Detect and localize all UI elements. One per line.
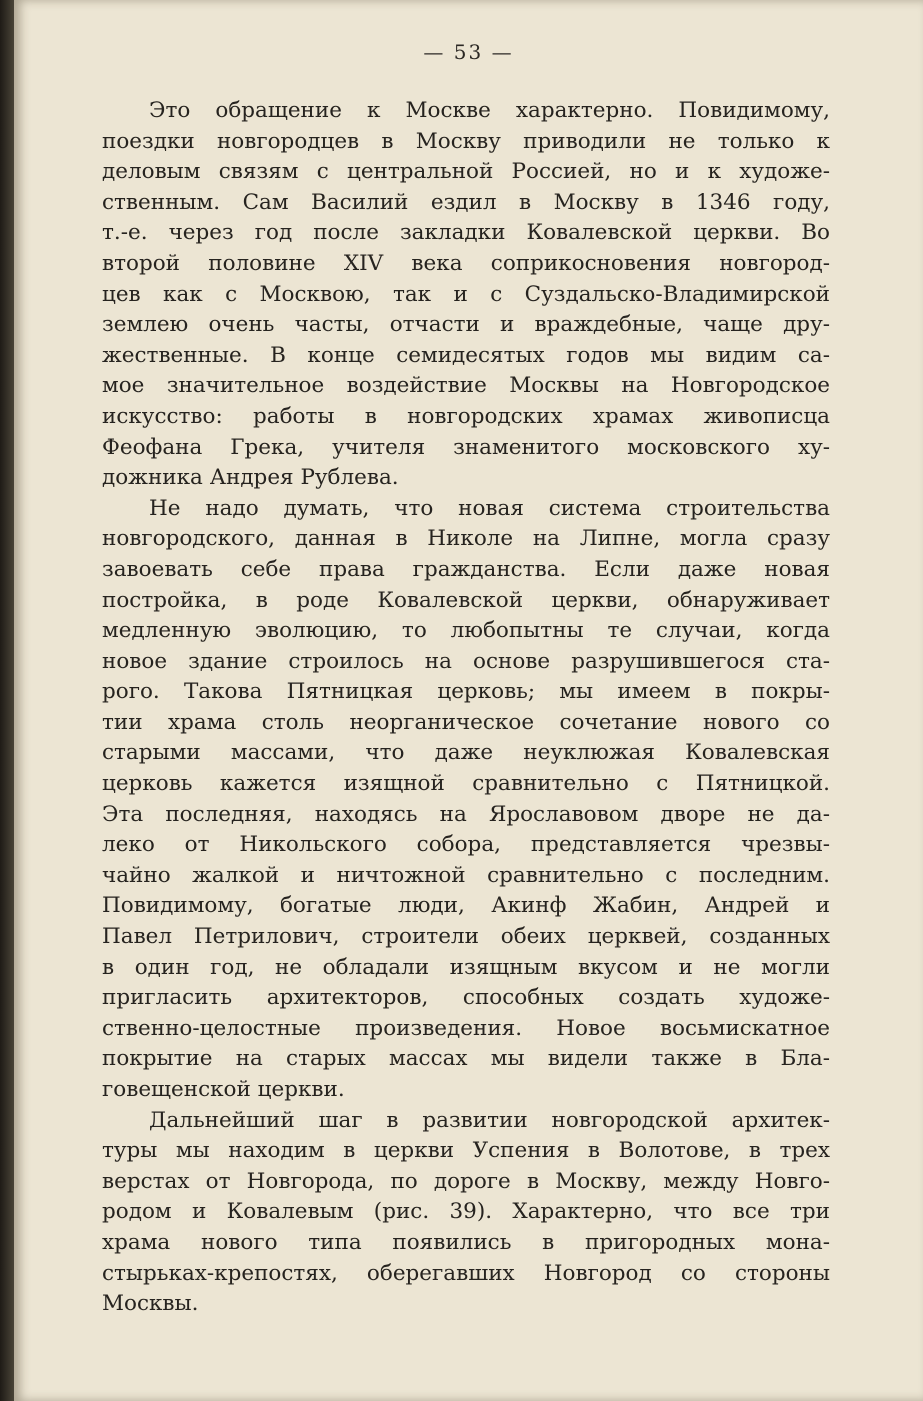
text-line: покрытие на старых массах мы видели также в Бла- bbox=[102, 1046, 830, 1072]
text-line: Повидимому, богатые люди, Акинф Жабин, Андрей и bbox=[102, 893, 830, 919]
text-line: Не надо думать, что новая система строительства bbox=[149, 495, 830, 521]
text-line: ственным. Сам Василий ездил в Москву в 1346 году, bbox=[102, 189, 830, 215]
text-line: второй половине XIV века соприкосновения новгород- bbox=[102, 250, 830, 276]
text-line: деловым связям с центральной Россией, но и к художе- bbox=[102, 159, 830, 185]
text-line: Это обращение к Москве характерно. Повидимому, bbox=[149, 98, 830, 123]
text-line: рого. Такова Пятницкая церковь; мы имеем в покры- bbox=[102, 679, 830, 705]
text-line: дожника Андрея Рублева. bbox=[102, 465, 399, 491]
text-line: говещенской церкви. bbox=[102, 1077, 345, 1102]
text-line: Дальнейший шаг в развитии новгородской архитек- bbox=[149, 1107, 830, 1133]
text-line: постройка, в роде Ковалевской церкви, обнаруживает bbox=[102, 587, 830, 613]
text-line: завоевать себе права гражданства. Если даже новая bbox=[102, 556, 830, 582]
text-line: Москвы. bbox=[102, 1291, 199, 1317]
text-line: леко от Никольского собора, представляется чрезвы- bbox=[102, 832, 830, 858]
page-number: — 53 — bbox=[423, 40, 514, 64]
text-line: новгородского, данная в Николе на Липне, могла сразу bbox=[102, 526, 830, 552]
paragraph bbox=[102, 494, 830, 1106]
text-line: т.-е. через год после закладки Ковалевской церкви. Во bbox=[102, 220, 830, 246]
text-line: церковь кажется изящной сравнительно с Пятницкой. bbox=[102, 771, 830, 797]
text-line: поездки новгородцев в Москву приводили не только к bbox=[102, 128, 830, 154]
text-line: Феофана Грека, учителя знаменитого московского ху- bbox=[102, 434, 830, 460]
text-line: искусство: работы в новгородских храмах живописца bbox=[102, 403, 830, 429]
text-line: родом и Ковалевым (рис. 39). Характерно, что все три bbox=[102, 1199, 830, 1225]
text-line: Эта последняя, находясь на Ярославовом дворе не да- bbox=[102, 801, 830, 827]
text-line: в один год, не обладали изящным вкусом и не могли bbox=[102, 954, 830, 980]
text-line: Павел Петрилович, строители обеих церквей, созданных bbox=[102, 924, 830, 950]
paragraph bbox=[102, 96, 830, 494]
text-line: землею очень часты, отчасти и враждебные, чаще дру- bbox=[102, 312, 830, 338]
text-line: жественные. В конце семидесятых годов мы видим са- bbox=[102, 342, 830, 368]
book-page bbox=[14, 0, 923, 1401]
text-line: тии храма столь неорганическое сочетание нового со bbox=[102, 709, 830, 735]
paragraph bbox=[102, 1106, 830, 1320]
text-line: храма нового типа появились в пригородных мона- bbox=[102, 1229, 830, 1255]
text-line: мое значительное воздействие Москвы на Новгородское bbox=[102, 373, 830, 399]
text-line: пригласить архитекторов, способных создать художе- bbox=[102, 985, 830, 1011]
text-line: ственно-целостные произведения. Новое восьмискатное bbox=[102, 1015, 830, 1041]
text-line: стырьках-крепостях, оберегавших Новгород со стороны bbox=[102, 1260, 830, 1286]
text-line: верстах от Новгорода, по дороге в Москву, между Новго- bbox=[102, 1168, 830, 1194]
text-line: новое здание строилось на основе разрушившегося ста- bbox=[102, 648, 830, 674]
text-line: чайно жалкой и ничтожной сравнительно с последним. bbox=[102, 862, 830, 888]
text-line: медленную эволюцию, то любопытны те случаи, когда bbox=[102, 618, 830, 644]
body-text bbox=[102, 96, 830, 1320]
text-line: старыми массами, что даже неуклюжая Ковалевская bbox=[102, 740, 830, 766]
page-binding-edge bbox=[0, 0, 14, 1401]
text-line: цев как с Москвою, так и с Суздальско-Владимирской bbox=[102, 281, 830, 307]
text-line: туры мы находим в церкви Успения в Волотове, в трех bbox=[102, 1138, 830, 1164]
